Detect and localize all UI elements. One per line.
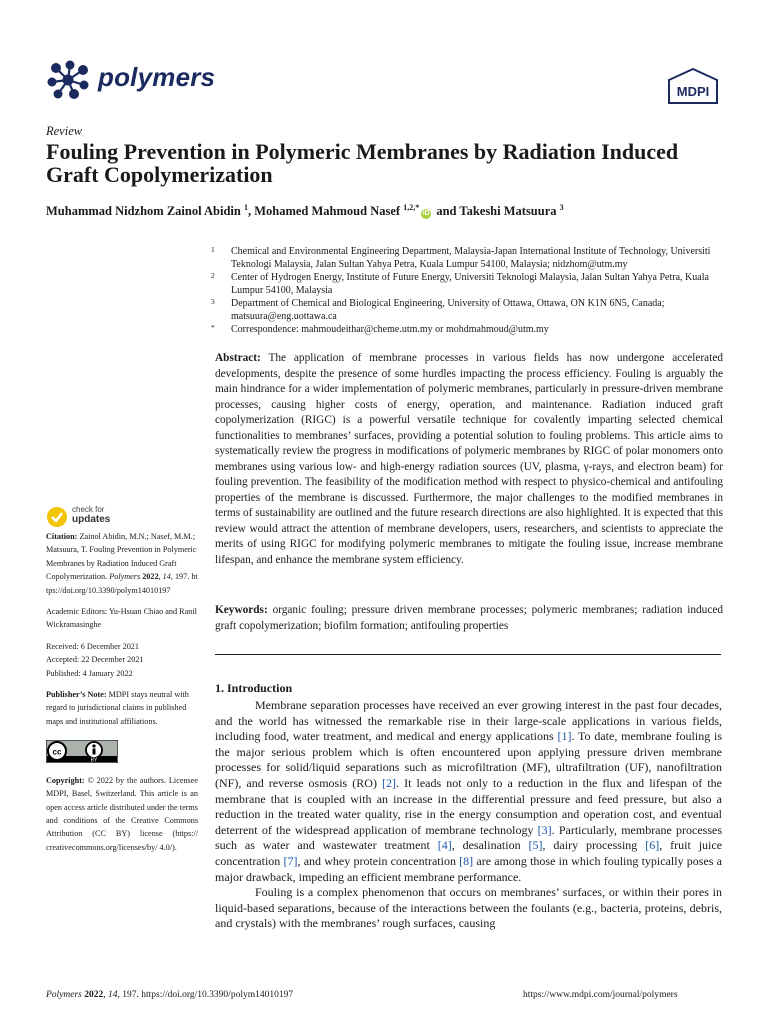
reference-link[interactable]: [3] [537, 822, 552, 837]
article-type: Review [46, 124, 83, 138]
check-for-updates-badge[interactable] [46, 505, 166, 529]
received-date: Received: 6 December 2021 [46, 641, 139, 651]
affiliation-item [211, 323, 726, 336]
footer-volume: 14 [108, 990, 118, 1000]
reference-link[interactable]: [8] [459, 853, 474, 868]
author-name[interactable]: Mohamed Mahmoud Nasef [254, 204, 401, 219]
paragraph [215, 698, 722, 885]
paragraph-text: , dairy processing [542, 838, 646, 853]
affiliation-item [211, 245, 726, 271]
article-title: Fouling Prevention in Polymeric Membranes by Radiation Induced Graft Copolymerization [46, 139, 679, 187]
citation-block: Citation: Zainol Abidin, M.N.; Nasef, M.M.; Matsuura, T. Fouling Prevention in Polymeric Membranes by Radiation Induced Graft Copolymerization. Polymers 2022, 14, 197. https://doi.org/10.3390/polym14010197 [46, 532, 198, 595]
keywords [215, 603, 723, 634]
journal-logo-icon [46, 60, 92, 100]
dates-block [46, 640, 198, 680]
author-affiliation-mark: 3 [559, 203, 564, 212]
reference-link[interactable]: [1] [557, 729, 572, 744]
affiliation-mark: 2 [211, 271, 215, 280]
copyright-text: © 2022 by the authors. Licensee MDPI, Basel, Switzerland. This article is an open access article distributed under the terms and conditions of the Creative Commons Attribution (CC BY) license (https:// creativecommons.org/licenses/by/ 4.0/). [46, 775, 199, 852]
article-sidebar [46, 530, 198, 862]
cc-by-label: BY [90, 757, 98, 764]
cc-by-license-icon[interactable] [46, 740, 118, 763]
paragraph: Fouling is a complex phenomenon that occurs on membranes’ surfaces, or within their pores in liquid-based separations, because of the interactions between the foulants (e.g., bacteria, proteins, debris, and crystals) with the membranes’ rough surfaces, causing [215, 885, 722, 931]
paragraph-text: are among those in which fouling typically poses a major drawback, impeding an efficient membrane performance. [215, 853, 722, 884]
author-affiliation-mark: 1 [243, 203, 248, 212]
publisher-note-text: MDPI stays neutral with regard to jurisdictional claims in published maps and institutional affiliations. [46, 690, 189, 726]
publisher-name: MDPI [676, 84, 710, 99]
check-updates-line1: check for [72, 505, 105, 514]
affiliation-item [211, 297, 726, 323]
journal-name[interactable]: polymers [98, 62, 216, 92]
copyright-block [46, 774, 198, 854]
keywords-text: organic fouling; pressure driven membrane processes; polymeric membranes; radiation induced graft copolymerization; biofilm formation; antifouling properties [215, 604, 724, 632]
keywords-label: Keywords: [215, 604, 268, 616]
affiliation-mark: 3 [211, 297, 215, 306]
author-separator: , [247, 204, 255, 219]
abstract-text: The application of membrane processes in various fields has now undergone accelerated developments, despite the presence of some hurdles impacting the process efficiency. Fouling is arguably the main hindrance for a wider implementation of polymeric membranes, particularly in pressure-driven membrane processes, causing higher costs of energy, operation, and maintenance. Radiation induced graft copolymerization (RIGC) is a powerful versatile technique for covalently imparting selected chemical functionalities to membranes’ surfaces, providing a potential solution to fouling problems. This article aims to systematically review the progress in modifications of polymeric membranes by RIGC of polar monomers onto membranes using various low- and high-energy radiation sources (UV, plasma, γ-rays, and electron beam) for fouling prevention. The feasibility of the modification method with respect to physico-chemical and antifouling properties of the membrane is discussed. Furthermore, the major challenges to the modified membranes in terms of sustainability are outlined and the future research directions are also highlighted. It is expected that this review would attract the attention of membrane developers, users, researchers, and scientists to appreciate the merits of using RIGC for modifying polymeric membranes to mitigate the fouling issue, increase membrane lifespan, and enhance the membrane system efficiency. [215, 352, 723, 566]
check-updates-line2: updates [72, 514, 111, 525]
affiliation-mark: 1 [211, 245, 215, 254]
check-updates-icon [46, 506, 68, 528]
citation-text: Zainol Abidin, M.N.; Nasef, M.M.; Matsuura, T. Fouling Prevention in Polymeric Membranes by Radiation Induced Graft Copolymerization. [46, 532, 197, 582]
paragraph-text: , and whey protein concentration [297, 853, 460, 868]
reference-link[interactable]: [7] [283, 853, 298, 868]
author-name[interactable]: Muhammad Nidzhom Zainol Abidin [46, 204, 241, 219]
author-affiliation-mark: 1,2,* [403, 203, 420, 212]
svg-text:cc: cc [52, 747, 62, 757]
paragraph-text: , fruit juice concentration [215, 838, 723, 868]
correspondence-text: Correspondence: mahmoudeithar@cheme.utm.my or mohdmahmoud@utm.my [231, 324, 549, 335]
reference-link[interactable]: [5] [528, 838, 543, 853]
citation-volume: 14 [162, 572, 171, 582]
publisher-note-label: Publisher’s Note: [46, 690, 107, 700]
citation-label: Citation: [46, 532, 78, 541]
abstract [215, 351, 723, 568]
affiliation-mark: * [211, 323, 215, 332]
citation-year: 2022 [142, 572, 159, 582]
footer-doi[interactable]: , 197. https://doi.org/10.3390/polym14010197 [117, 990, 294, 1000]
orcid-icon[interactable]: iD [422, 210, 430, 218]
footer-journal-url[interactable]: https://www.mdpi.com/journal/polymers [523, 990, 678, 1000]
abstract-label: Abstract: [215, 352, 261, 364]
paragraph-text: , desalination [451, 838, 529, 853]
affiliation-item [211, 271, 726, 297]
publisher-note [46, 688, 198, 728]
publisher-logo-icon[interactable] [667, 68, 719, 104]
paragraph-text: Membrane separation processes have received an ever growing interest in the past four decades, and the world has witnessed the remarkable rise in their large-scale applications in various fields, including food, water treatment, and medical and energy applications [215, 698, 722, 744]
author-separator: and [433, 204, 460, 219]
citation-journal: Polymers [109, 572, 141, 582]
section-divider [215, 654, 721, 655]
section-heading: 1. Introduction [215, 681, 293, 695]
reference-link[interactable]: [6] [645, 838, 660, 853]
citation-doi-link[interactable]: https://doi.org/10.3390/polym14010197 [46, 572, 198, 595]
affiliation-text: Center of Hydrogen Energy, Institute of Future Energy, Universiti Teknologi Malaysia, Jalan Sultan Yahya Petra, Kuala Lumpur 54100, Malaysia [231, 272, 709, 296]
published-date: Published: 4 January 2022 [46, 668, 133, 678]
affiliation-text: Chemical and Environmental Engineering Department, Malaysia-Japan International Institute of Technology, Universiti Teknologi Malaysia, Jalan Sultan Yahya Petra, Kuala Lumpur 54100, Malaysia; nidzhom@utm.my [231, 246, 711, 270]
affiliations [211, 245, 726, 336]
paragraph-text: . Particularly, membrane processes such as water and wastewater treatment [215, 822, 723, 853]
footer-journal: Polymers [46, 990, 82, 1000]
introduction-body [215, 698, 722, 932]
footer-year: 2022 [84, 990, 104, 1000]
accepted-date: Accepted: 22 December 2021 [46, 655, 144, 665]
citation-pages: , 197. [170, 572, 190, 582]
author-name[interactable]: Takeshi Matsuura [459, 204, 557, 219]
reference-link[interactable]: [2] [382, 775, 397, 790]
copyright-label: Copyright: [46, 775, 85, 785]
footer-citation: Polymers 2022, 14, 197. https://doi.org/10.3390/polym14010197 [46, 990, 294, 1000]
academic-editors: Academic Editors: Yu-Hsuan Chiao and Ranil Wickramasinghe [46, 607, 197, 630]
paragraph-text: . To date, membrane fouling is the major serious problem which is often encountered upon applying pressure driven membrane processes for solid/liquid separations such as microfiltration (MF), ultrafiltration (UF), nanofiltration (NF), and reverse osmosis (RO) [215, 729, 722, 790]
author-list [46, 203, 564, 219]
reference-link[interactable]: [4] [437, 838, 452, 853]
affiliation-text: Department of Chemical and Biological Engineering, University of Ottawa, Ottawa, ON K1N 6N5, Canada; matsuura@eng.uottawa.ca [231, 298, 665, 322]
paragraph-text: . It leads not only to a reduction in the flux and lifespan of the membrane that is coupled with an increase in the differential pressure and feed pressure, but also a reduction in the treated water quality, rise in the energy consumption and operation cost, and eventual deterrent of the widespread application of membrane technology [215, 775, 722, 837]
